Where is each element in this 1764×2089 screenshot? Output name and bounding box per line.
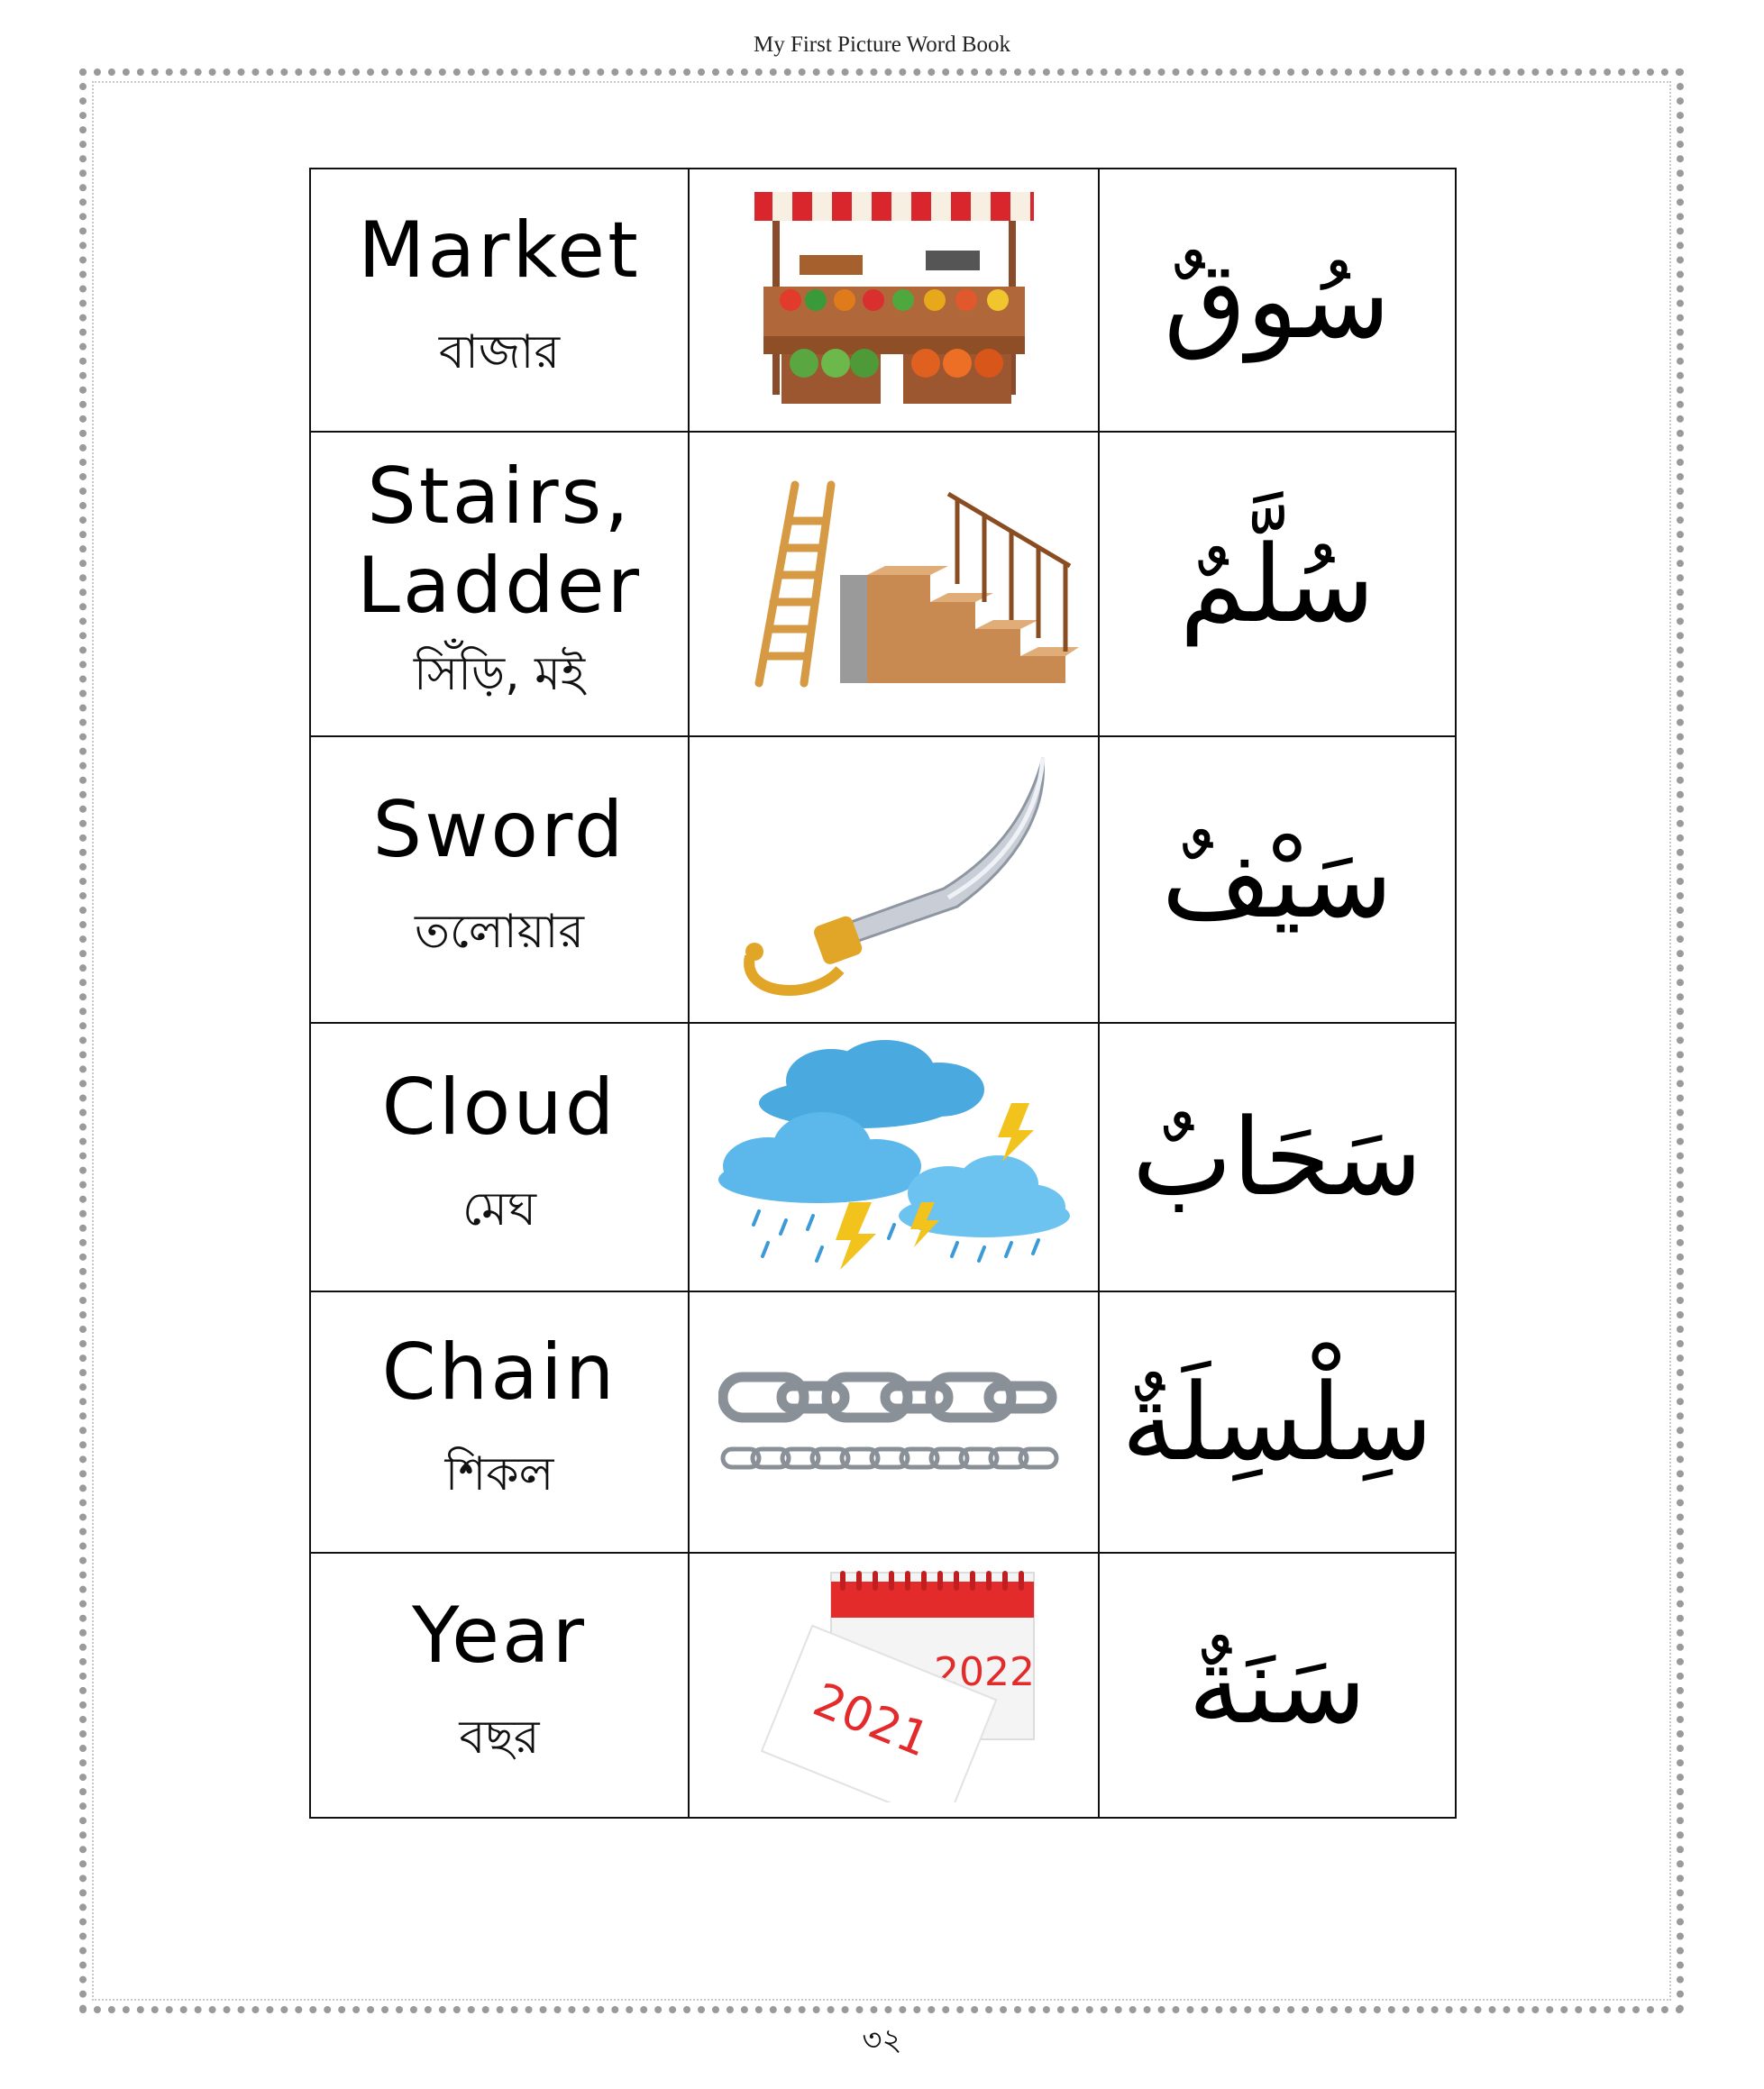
arabic-cell bbox=[1099, 1553, 1456, 1818]
table-row bbox=[310, 1553, 1456, 1818]
calendar-back-year: 2022 bbox=[933, 1649, 1035, 1695]
table-row bbox=[310, 169, 1456, 432]
picture-cell bbox=[689, 1023, 1099, 1291]
arabic-word: سِلْسِلَةٌ bbox=[1121, 1360, 1433, 1484]
bengali-word: মেঘ bbox=[462, 1181, 537, 1236]
market-stall-icon bbox=[745, 187, 1043, 413]
table-row bbox=[310, 1291, 1456, 1553]
arabic-cell bbox=[1099, 1023, 1456, 1291]
arabic-word: سَنَةٌ bbox=[1188, 1623, 1366, 1747]
bengali-word: শিকল bbox=[444, 1446, 554, 1501]
picture-cell bbox=[689, 1291, 1099, 1553]
arabic-cell bbox=[1099, 169, 1456, 432]
word-table bbox=[309, 168, 1457, 1819]
ladder-stairs-icon bbox=[705, 476, 1083, 692]
english-cell bbox=[310, 1553, 689, 1818]
arabic-cell bbox=[1099, 736, 1456, 1023]
english-word: Market bbox=[358, 205, 641, 296]
bengali-word: বছর bbox=[459, 1710, 540, 1765]
calendar-front-year: 2021 bbox=[805, 1673, 937, 1768]
picture-cell bbox=[689, 1553, 1099, 1818]
page-header-title: My First Picture Word Book bbox=[753, 32, 1011, 57]
chain-icon bbox=[718, 1364, 1070, 1481]
arabic-cell bbox=[1099, 1291, 1456, 1553]
bengali-word: বাজার bbox=[438, 324, 561, 379]
calendar-icon bbox=[745, 1568, 1043, 1802]
english-word: Sword bbox=[372, 785, 626, 876]
sword-icon bbox=[732, 753, 1056, 1006]
picture-cell bbox=[689, 432, 1099, 736]
english-word: Cloud bbox=[381, 1063, 617, 1154]
storm-cloud-icon bbox=[714, 1040, 1074, 1274]
bengali-word: তলোয়ার bbox=[414, 904, 585, 959]
table-row bbox=[310, 432, 1456, 736]
picture-cell bbox=[689, 736, 1099, 1023]
arabic-cell bbox=[1099, 432, 1456, 736]
arabic-word: سَيْفٌ bbox=[1161, 817, 1394, 942]
english-cell bbox=[310, 1291, 689, 1553]
table-row bbox=[310, 736, 1456, 1023]
english-cell bbox=[310, 1023, 689, 1291]
english-cell bbox=[310, 169, 689, 432]
table-row bbox=[310, 1023, 1456, 1291]
picture-cell bbox=[689, 169, 1099, 432]
bengali-word: সিঁড়ি, মই bbox=[413, 647, 586, 702]
english-cell bbox=[310, 736, 689, 1023]
arabic-word: سُوقٌ bbox=[1164, 238, 1391, 362]
english-word: Chain bbox=[381, 1327, 617, 1419]
arabic-word: سُلَّمٌ bbox=[1179, 522, 1376, 646]
english-word: Stairs, Ladder bbox=[356, 451, 643, 631]
arabic-word: سَحَابٌ bbox=[1131, 1095, 1423, 1219]
english-cell bbox=[310, 432, 689, 736]
page-number: ৩২ bbox=[862, 2022, 902, 2058]
english-word: Year bbox=[411, 1591, 588, 1682]
